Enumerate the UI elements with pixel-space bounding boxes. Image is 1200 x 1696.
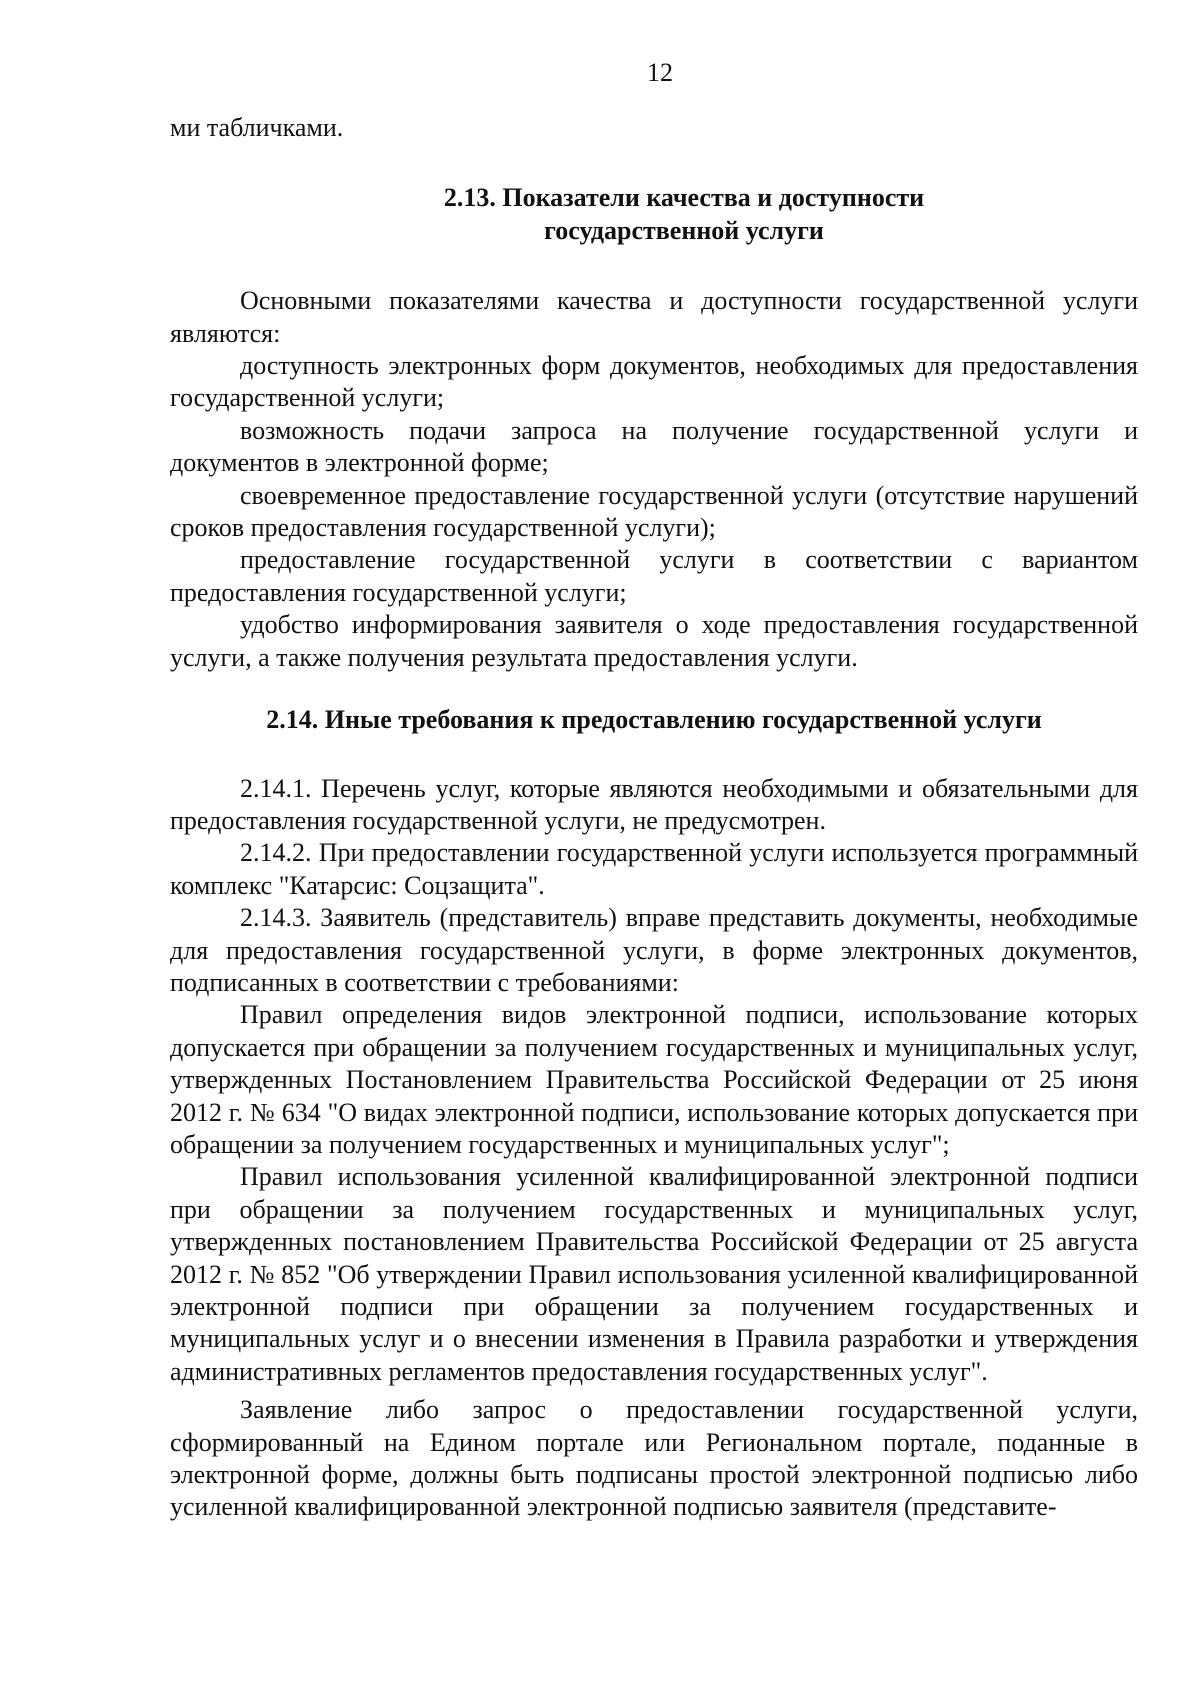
section-2-14-paragraph: Заявление либо запрос о предоставлении государственной услуги, сформированный на Едином портале или Региональном портале, поданные в электронной форме, должны быть подписаны простой электронной подписью либо усиленной квалифицированной электронной подписью заявителя (представите- [170, 1395, 1138, 1522]
section-2-13-title-line2: государственной услуги [544, 215, 824, 245]
section-2-14-paragraph: 2.14.3. Заявитель (представитель) вправе представить документы, необходимые для предоставления государственной услуги, в форме электронных документов, подписанных в соответствии с требованиями: [170, 903, 1138, 997]
section-2-13-item: удобство информирования заявителя о ходе предоставления государственной услуги, а также получения результата предоставления услуги. [170, 610, 1138, 672]
section-2-13-item: доступность электронных форм документов, необходимых для предоставления государственной услуги; [170, 351, 1138, 413]
section-2-14-paragraph: 2.14.2. При предоставлении государственной услуги используется программный комплекс "Катарсис: Соцзащита". [170, 838, 1138, 900]
section-2-14-heading: 2.14. Иные требования к предоставлению государственной услуги [266, 705, 1042, 735]
section-2-14-paragraph: Правил использования усиленной квалифицированной электронной подписи при обращении за получением государственных и муниципальных услуг, утвержденных постановлением Правительства Российской Федерации от 25 августа 2012 г. № 852 "Об утверждении Правил использования усиленной квалифицированной электронной подписи при обращении за получением государственных и муниципальных услуг и о внесении изменения в Правила разработки и утверждения административных регламентов предоставления государственных услуг". [170, 1162, 1138, 1386]
section-2-13-item: возможность подачи запроса на получение государственной услуги и документов в электронной форме; [170, 415, 1138, 478]
section-2-14-paragraph: Правил определения видов электронной подписи, использование которых допускается при обращении за получением государственных и муниципальных услуг, утвержденных Постановлением Правительства Российской Федерации от 25 июня 2012 г. № 634 "О видах электронной подписи, использование которых допускается при обращении за получением государственных и муниципальных услуг"; [170, 1000, 1138, 1159]
section-2-13-item: предоставление государственной услуги в соответствии с вариантом предоставления государственной услуги; [170, 545, 1138, 607]
page-content [170, 112, 1138, 1524]
section-2-13-heading [170, 182, 1138, 247]
section-2-13-intro: Основными показателями качества и доступности государственной услуги являются: [170, 286, 1138, 348]
section-2-13-item: своевременное предоставление государственной услуги (отсутствие нарушений сроков предоставления государственной услуги); [170, 480, 1138, 543]
continuation-line: ми табличками. [170, 113, 344, 142]
section-2-13-title-line1: 2.13. Показатели качества и доступности [443, 183, 925, 213]
page-number: 12 [647, 58, 673, 87]
section-2-14-paragraph: 2.14.1. Перечень услуг, которые являются необходимыми и обязательными для предоставления государственной услуги, не предусмотрен. [170, 773, 1138, 835]
